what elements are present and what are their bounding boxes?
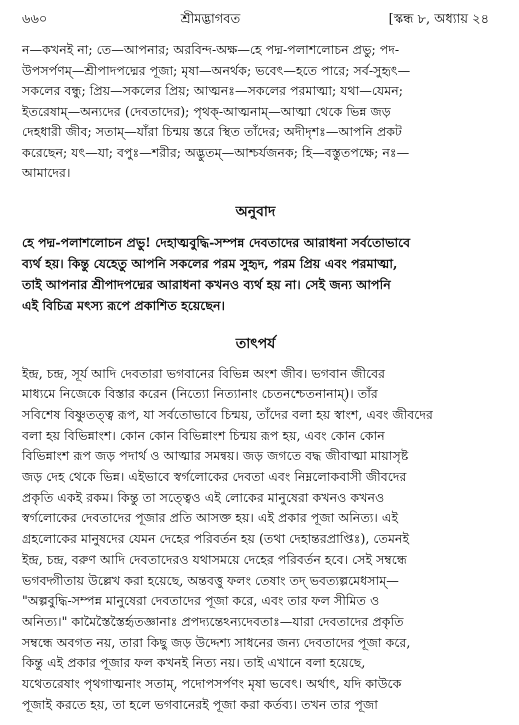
chapter-reference: [স্কন্ধ ৮, অধ্যায় ২৪ — [388, 12, 489, 27]
synonyms-line: দেহধারী জীব; সতাম্—যাঁরা চিন্ময় স্তরে স্থিত তাঁদের; অদীদৃশঃ—আপনি প্রকট — [22, 124, 402, 139]
purport-line: যথেতরেষাং পৃথগাত্মনাং সতাম্, পদোপসর্পণং মৃষা ভবেৎ। অর্থাৎ, যদি কাউকে — [22, 676, 402, 692]
translation-line: এই বিচিত্র মৎস্য রূপে প্রকাশিত হয়েছেন। — [22, 297, 225, 313]
purport-line: কিন্তু এই প্রকার পূজার ফল কখনই নিত্য নয়। তাই এখানে বলা হয়েছে, — [22, 655, 366, 671]
purport-line: প্রকৃতি একই রকম। কিন্তু তা সত্ত্বেও এই লোকের মানুষেরা কখনও কখনও — [22, 489, 385, 505]
book-title: শ্রীমদ্ভাগবত — [180, 12, 241, 27]
synonyms-block — [22, 40, 489, 184]
purport-line: গ্রহলোকের মানুষদের যেমন দেহের পরিবর্তন হয় (তথা দেহান্তরপ্রাপ্তিঃ), তেমনই — [22, 531, 409, 547]
purport-line: সম্বন্ধে অবগত নয়, তারা কিছু জড় উদ্দেশ্য সাধনের জন্য দেবতাদের পূজা করে, — [22, 634, 411, 650]
page-header — [22, 10, 489, 34]
purport-line: স্বর্গলোকের দেবতাদের পূজার প্রতি আসক্ত হয়। এই প্রকার পূজা অনিত্য। এই — [22, 510, 399, 526]
synonyms-line: ইতরেষাম্—অন্যদের (দেবতাদের); পৃথক্-আত্মনাম্—আত্মা থেকে ভিন্ন জড় — [22, 103, 391, 119]
synonyms-line: ন—কখনই না; তে—আপনার; অরবিন্দ-অক্ষ—হে পদ্ম-পলাশলোচন প্রভু; পদ- — [22, 42, 400, 57]
translation-block — [22, 232, 489, 316]
purport-line: ইন্দ্র, চন্দ্র, বরুণ আদি দেবতাদেরও যথাসময়ে দেহের পরিবর্তন হবে। সেই সম্বন্ধে — [22, 551, 407, 567]
synonyms-line: করেছেন; যৎ—যা; বপুঃ—শরীর; অদ্ভুতম্—আশ্চর্যজনক; হি—বস্তুতপক্ষে; নঃ— — [22, 144, 410, 160]
purport-line: বলা হয় বিভিন্নাংশ। কোন কোন বিভিন্নাংশ চিন্ময় রূপ হয়, এবং কোন কোন — [22, 427, 385, 443]
purport-line: জড় দেহ থেকে ভিন্ন। এইভাবে স্বর্গলোকের দেবতা এবং নিম্নলোকবাসী জীবদের — [22, 469, 407, 485]
synonyms-line: সকলের বন্ধু; প্রিয়—সকলের প্রিয়; আত্মনঃ—সকলের পরমাত্মা; যথা—যেমন; — [22, 83, 404, 98]
synonyms-line: আমাদের। — [22, 165, 71, 180]
purport-line: "অল্পবুদ্ধি-সম্পন্ন মানুষেরা দেবতাদের পূজা করে, এবং তার ফল সীমিত ও — [22, 593, 380, 609]
translation-line: হে পদ্ম-পলাশলোচন প্রভু! দেহাত্মবুদ্ধি-সম্পন্ন দেবতাদের আরাধনা সর্বতোভাবে — [22, 234, 411, 250]
purport-line: পূজাই করতে হয়, তা হলে ভগবানেরই পূজা করা কর্তব্য। তখন তার পূজা — [22, 696, 378, 712]
synonyms-line: উপসর্পণম্—শ্রীপাদপদ্মের পূজা; মৃষা—অনর্থক; ভবেৎ—হতে পারে; সর্ব-সুহৃৎ— — [22, 62, 411, 78]
translation-heading: অনুবাদ — [235, 203, 276, 220]
purport-block — [22, 364, 489, 716]
translation-line: ব্যর্থ হয়। কিন্তু যেহেতু আপনি সকলের পরম সুহৃদ, পরম প্রিয় এবং পরমাত্মা, — [22, 255, 398, 271]
purport-line: বিভিন্নাংশ রূপ জড় পদার্থ ও আত্মার সমন্বয়। জড় জগতে বদ্ধ জীবাত্মা মায়াসৃষ্ট — [22, 448, 409, 464]
page-number: ৬৬০ — [22, 12, 48, 27]
translation-line: তাই আপনার শ্রীপাদপদ্মের আরাধনা কখনও ব্যর্থ হয় না। সেই জন্য আপনি — [22, 276, 391, 292]
purport-line: মাধ্যমে নিজেকে বিস্তার করেন (নিত্যো নিত্যানাং চেতনশ্চেতনানাম্)। তাঁর — [22, 386, 378, 402]
purport-line: অনিত্য।" কামৈস্তৈস্তৈর্হৃতজ্ঞানাঃ প্রপদ্যন্তেঽন্যদেবতাঃ—যারা দেবতাদের প্রকৃতি — [22, 613, 404, 629]
purport-line: ইন্দ্র, চন্দ্র, সূর্য আদি দেবতারা ভগবানের বিভিন্ন অংশ জীব। ভগবান জীবের — [22, 365, 386, 381]
purport-line: ভগবদ্গীতায় উল্লেখ করা হয়েছে, অন্তবত্তু ফলং তেষাং তদ্ ভবত্যল্পমেধসাম্— — [22, 572, 399, 588]
purport-line: সবিশেষ বিষ্ণুতত্ত্ব রূপ, যা সর্বতোভাবে চিন্ময়, তাঁদের বলা হয় স্বাংশ, এবং জীবদের — [22, 406, 433, 422]
purport-heading: তাৎপর্য — [235, 335, 276, 352]
